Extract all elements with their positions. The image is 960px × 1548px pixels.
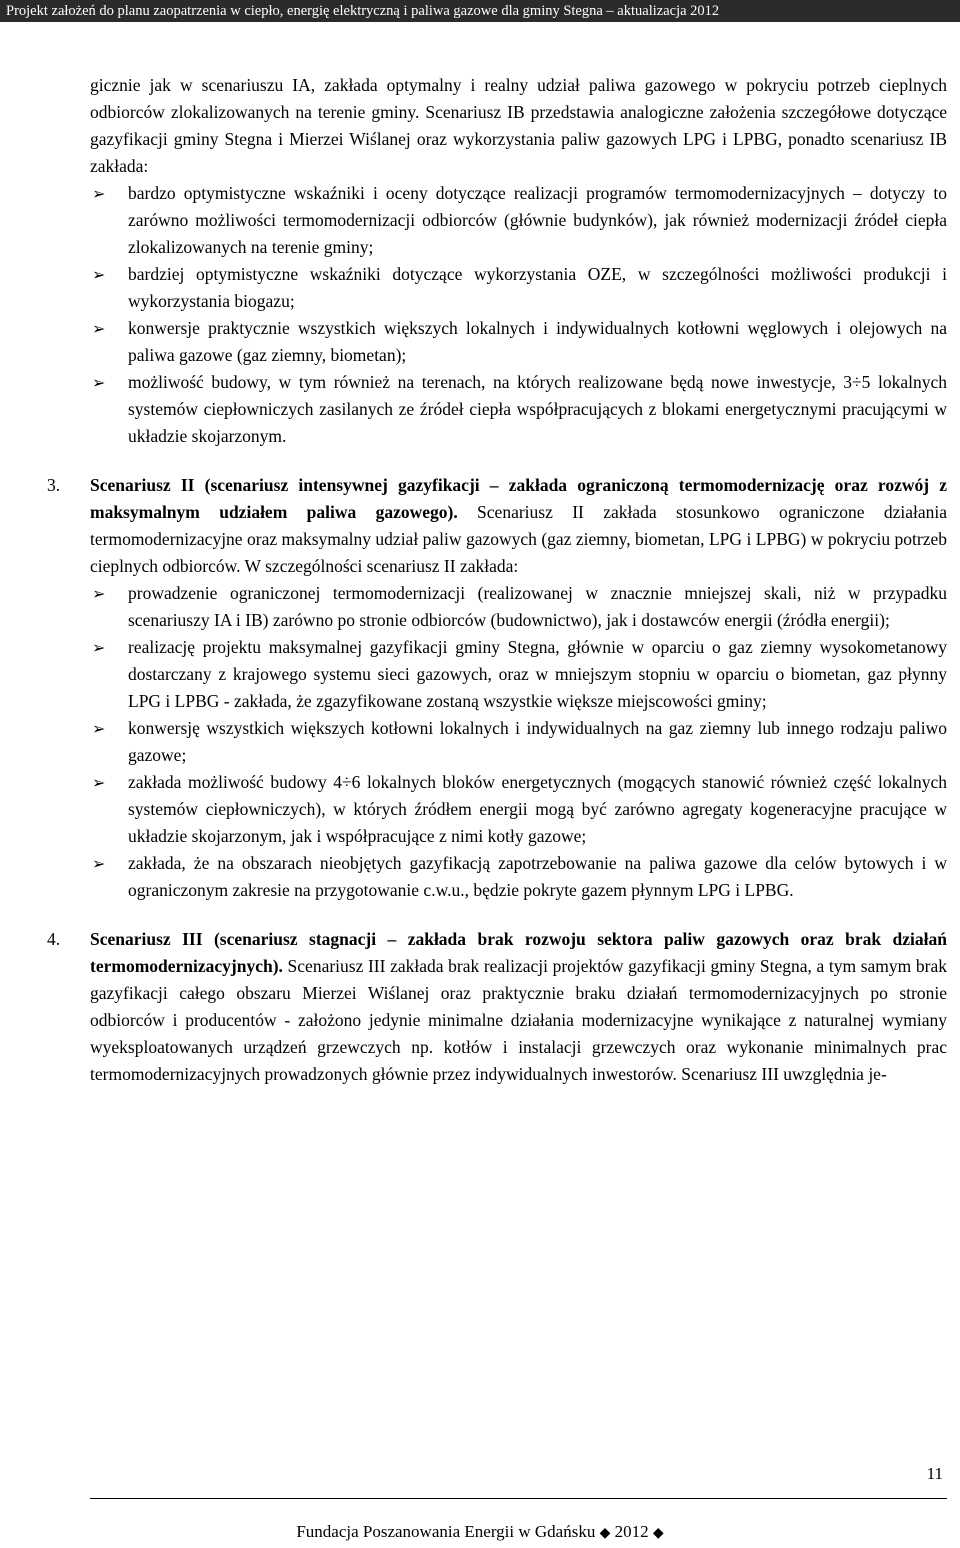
item-paragraph [90,472,947,580]
item-number: 3. [47,475,61,495]
scenario-3-bullet-list [90,580,947,904]
diamond-icon: ◆ [652,1525,664,1541]
bullet-text: możliwość budowy, w tym również na terenach, na których realizowane będą nowe inwestycje, 3÷5 lokalnych systemów ciepłowniczych zasilanych ze źródeł ciepła współpracujących z blokami energetycznymi pracującymi w układzie skojarzonym. [128,372,947,446]
document-body [47,72,947,1088]
bullet-text: zakłada możliwość budowy 4÷6 lokalnych bloków energetycznych (mogących stanowić również część lokalnych systemów ciepłowniczych), w których źródłem energii mogą być zarówno agregaty kogeneracyjne pracujące w układzie skojarzonym, jak i współpracujące z nimi kotły gazowe; [128,772,947,846]
page-footer [0,1520,960,1545]
intro-bullet-list [90,180,947,450]
item-text: Scenariusz III zakłada brak realizacji projektów gazyfikacji gminy Stegna, a tym samym brak gazyfikacji całego obszaru Mierzei Wiślanej oraz praktycznie braku działań termomodernizacyjnych po stronie odbiorców i producentów - założono jedynie minimalne działania modernizacyjne wynikające z naturalnej wymiany wyeksploatowanych urządzeń grzewczych np. kotłów i instalacji grzewczych oraz wykonanie minimalnych prac termomodernizacyjnych prowadzonych głównie przez indywidualnych inwestorów. Scenariusz III uwzględnia je- [90,956,947,1084]
list-item [90,369,947,450]
list-item [90,261,947,315]
footer-divider [90,1498,947,1499]
list-item [90,180,947,261]
list-item [90,850,947,904]
bullet-text: konwersje praktycznie wszystkich większych lokalnych i indywidualnych kotłowni węglowych i olejowych na paliwa gazowe (gaz ziemny, biometan); [128,318,947,365]
footer-org: Fundacja Poszanowania Energii w Gdańsku [296,1522,596,1541]
arrow-bullet-icon: ➢ [92,373,106,392]
bullet-text: konwersję wszystkich większych kotłowni lokalnych i indywidualnych na gaz ziemny lub innego rodzaju paliwo gazowe; [128,718,947,765]
header-title: Projekt założeń do planu zaopatrzenia w ciepło, energię elektryczną i paliwa gazowe dla gminy Stegna – aktualizacja 2012 [6,3,720,19]
arrow-bullet-icon: ➢ [92,638,106,657]
arrow-bullet-icon: ➢ [92,319,106,338]
arrow-bullet-icon: ➢ [92,773,106,792]
list-item [90,315,947,369]
intro-paragraph: gicznie jak w scenariuszu IA, zakłada optymalny i realny udział paliwa gazowego w pokryciu potrzeb cieplnych odbiorców zlokalizowanych na terenie gminy. Scenariusz IB przedstawia analogiczne założenia szczegółowe dotyczące gazyfikacji gminy Stegna i Mierzei Wiślanej oraz wykorzystania paliw gazowych LPG i LPBG, ponadto scenariusz IB zakłada: [90,75,947,176]
item-paragraph [90,926,947,1088]
bullet-text: bardziej optymistyczne wskaźniki dotyczące wykorzystania OZE, w szczególności możliwości produkcji i wykorzystania biogazu; [128,264,947,311]
item-heading: Scenariusz III (scenariusz stagnacji – zakłada brak rozwoju sektora paliw gazowych oraz brak działań termomodernizacyjnych). [90,929,947,976]
list-item [90,715,947,769]
footer-year: 2012 [614,1522,649,1541]
arrow-bullet-icon: ➢ [92,184,106,203]
item-heading: Scenariusz II (scenariusz intensywnej gazyfikacji – zakłada ograniczoną termomodernizację oraz rozwój z maksymalnym udziałem paliwa gazowego). [90,475,947,522]
scenario-item-4 [47,926,947,1088]
bullet-text: bardzo optymistyczne wskaźniki i oceny dotyczące realizacji programów termomodernizacyjnych – dotyczy to zarówno możliwości termomodernizacji odbiorców (głównie budynków), jak również modernizacji źródeł ciepła zlokalizowanych na terenie gminy; [128,183,947,257]
arrow-bullet-icon: ➢ [92,584,106,603]
running-header [0,0,960,22]
list-item [90,580,947,634]
item-number: 4. [47,929,61,949]
bullet-text: zakłada, że na obszarach nieobjętych gazyfikacją zapotrzebowanie na paliwa gazowe dla celów bytowych i w ograniczonym zakresie na przygotowanie c.w.u., będzie pokryte gazem płynnym LPG i LPBG. [128,853,947,900]
page-number: 11 [926,1464,943,1483]
arrow-bullet-icon: ➢ [92,265,106,284]
bullet-text: prowadzenie ograniczonej termomodernizacji (realizowanej w znacznie mniejszej skali, niż w przypadku scenariuszy IA i IB) zarówno po stronie odbiorców (budownictwo), jak i dostawców energii (źródła energii); [128,583,947,630]
list-item [90,634,947,715]
item-text: Scenariusz II zakłada stosunkowo ograniczone działania termomodernizacyjne oraz maksymalny udział paliw gazowych (gaz ziemny, biometan, LPG i LPBG) w pokryciu potrzeb cieplnych odbiorców. W szczególności scenariusz II zakłada: [90,502,947,576]
list-item [90,769,947,850]
arrow-bullet-icon: ➢ [92,854,106,873]
diamond-icon: ◆ [599,1525,611,1541]
scenario-item-3 [47,472,947,904]
bullet-text: realizację projektu maksymalnej gazyfikacji gminy Stegna, głównie w oparciu o gaz ziemny wysokometanowy dostarczany z krajowego systemu sieci gazowych, oraz w mniejszym stopniu w oparciu o biometan, gaz płynny LPG i LPBG - zakłada, że zgazyfikowane zostaną wszystkie większe miejscowości gminy; [128,637,947,711]
arrow-bullet-icon: ➢ [92,719,106,738]
